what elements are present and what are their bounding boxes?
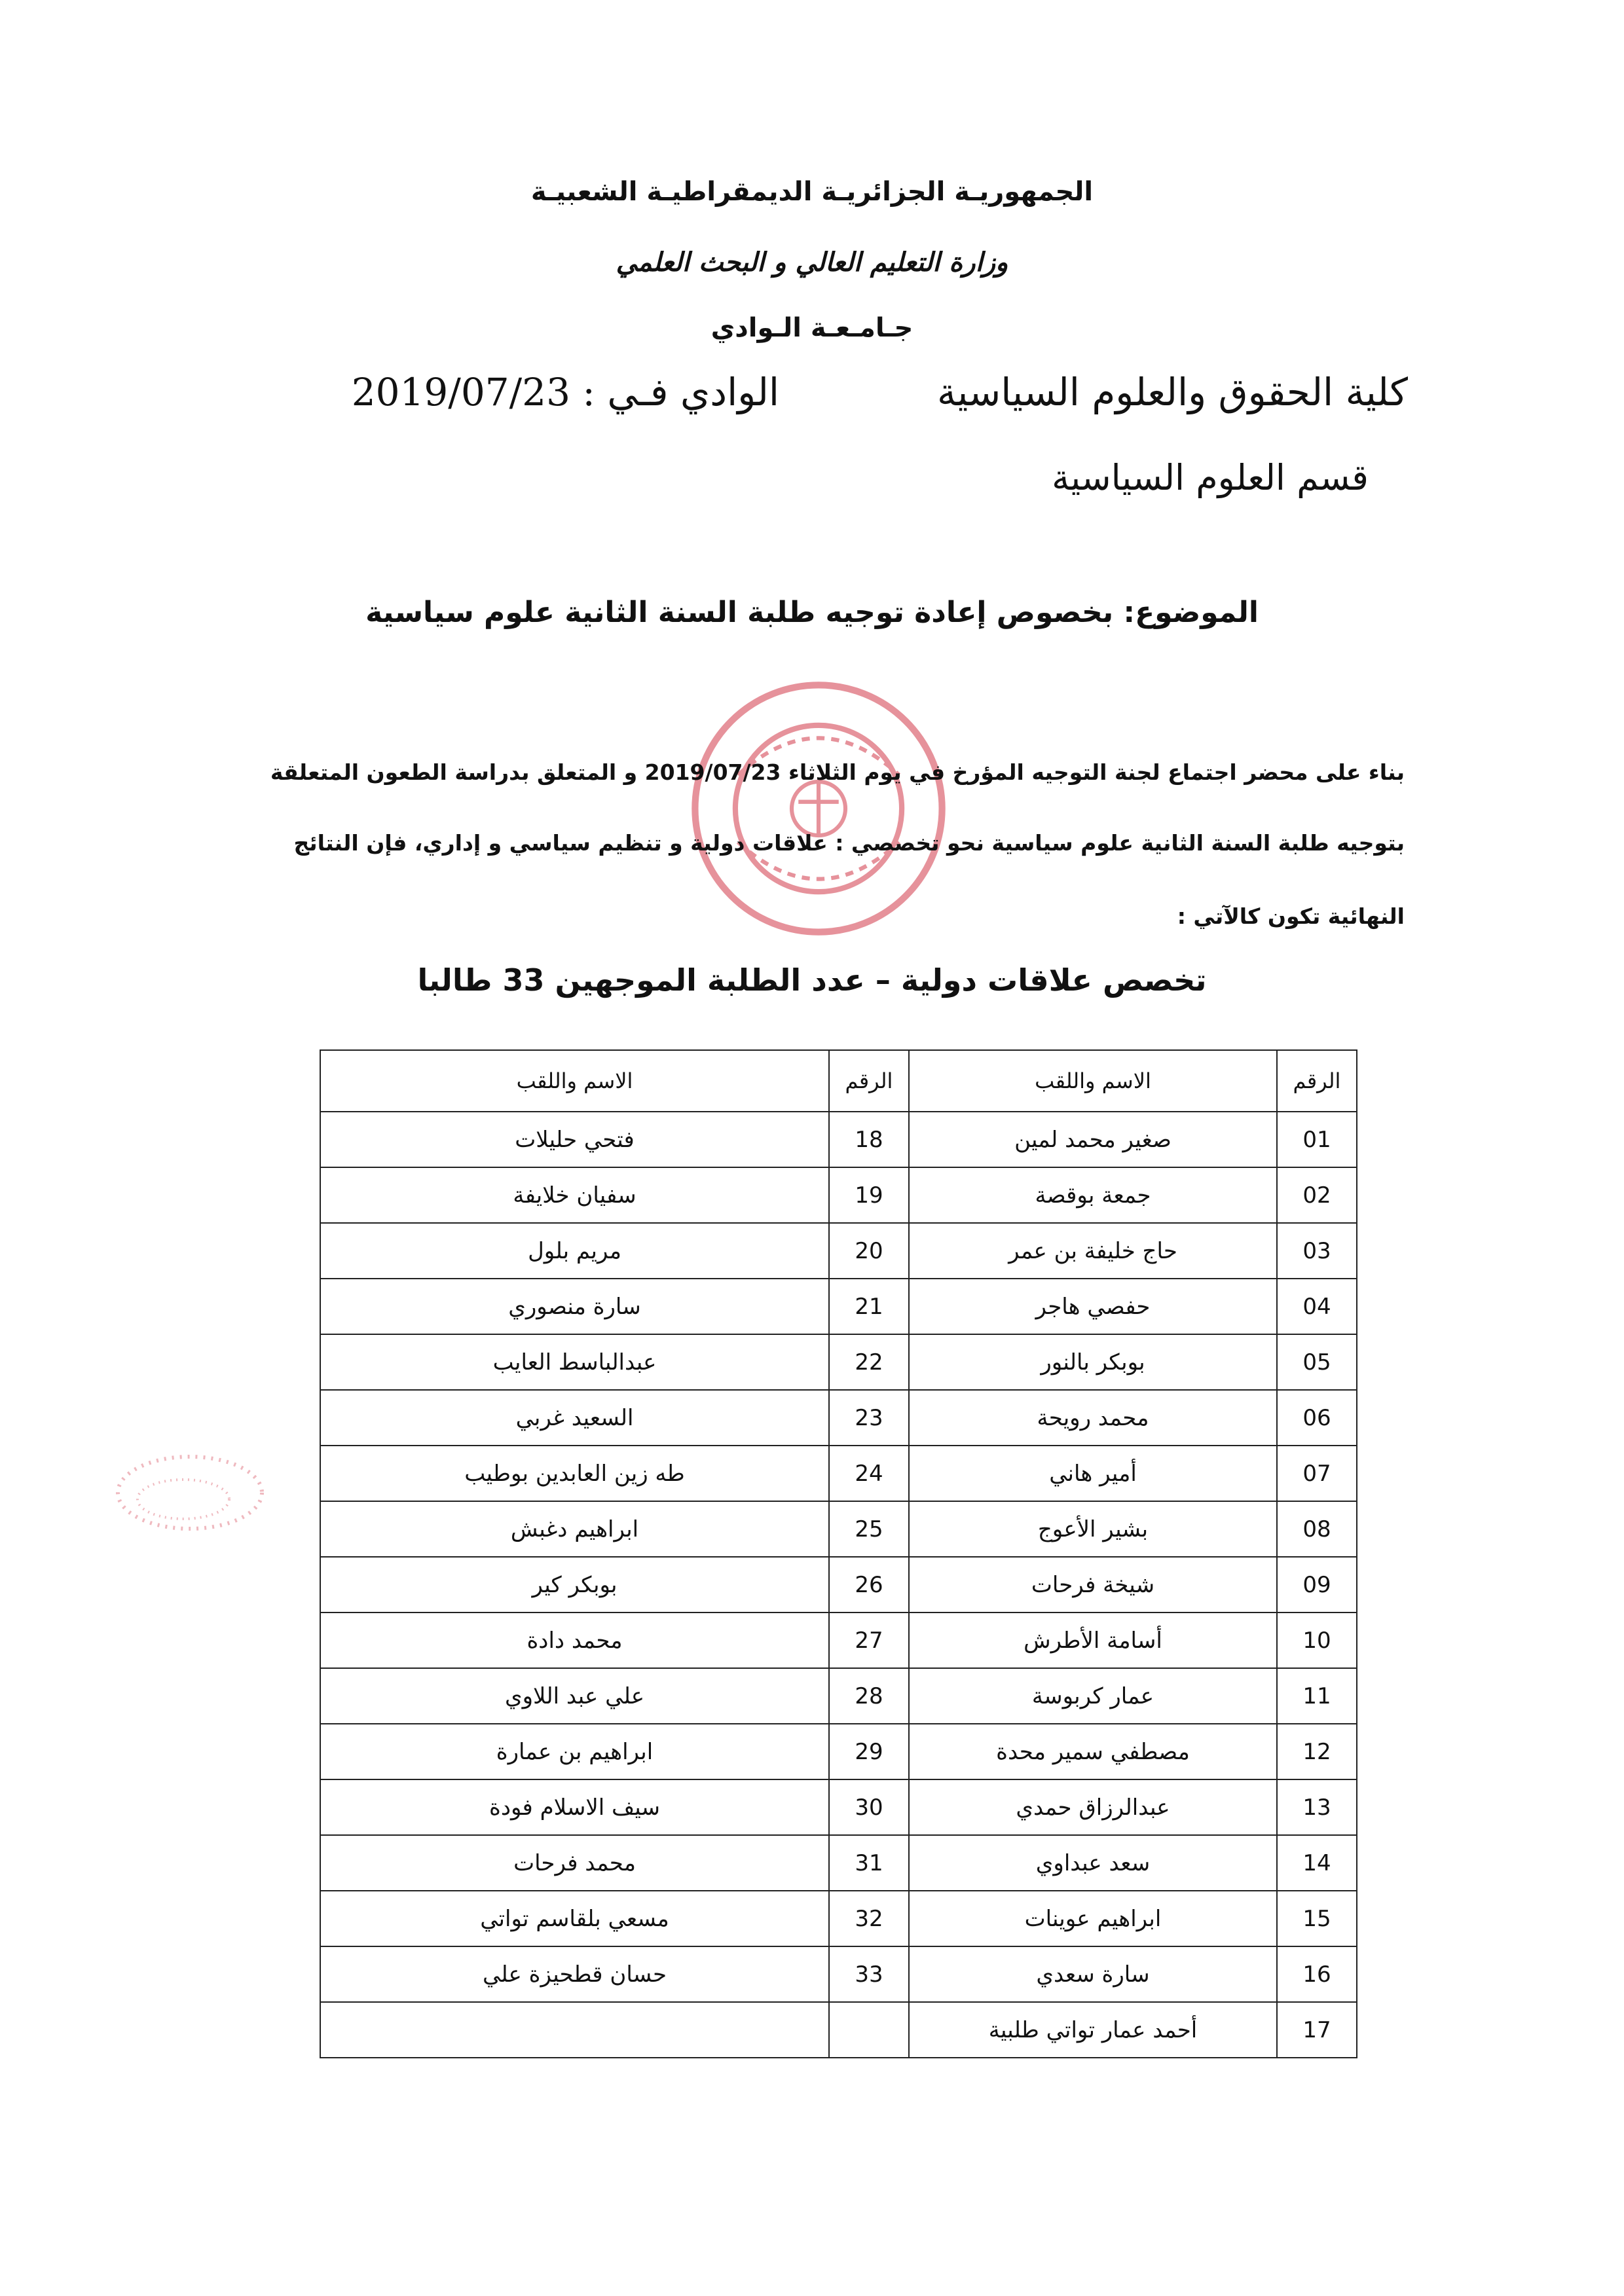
student-name: حاج خليفة بن عمر — [909, 1223, 1277, 1279]
faculty-name: كلية الحقوق والعلوم السياسية — [937, 370, 1408, 414]
student-number: 27 — [829, 1613, 909, 1668]
student-name: ابراهيم دغبش — [320, 1501, 829, 1557]
department-name: قسم العلوم السياسية — [1052, 457, 1369, 498]
student-number: 10 — [1277, 1613, 1357, 1668]
student-name: صغير محمد لمين — [909, 1112, 1277, 1167]
student-number: 17 — [1277, 2002, 1357, 2058]
student-name: أمير هاني — [909, 1446, 1277, 1501]
table-row — [320, 1112, 1357, 1167]
student-number: 16 — [1277, 1946, 1357, 2002]
student-number: 06 — [1277, 1390, 1357, 1446]
student-number: 11 — [1277, 1668, 1357, 1724]
student-name: فتحي حليلات — [320, 1112, 829, 1167]
student-number: 15 — [1277, 1891, 1357, 1946]
student-name: عبدالرزاق حمدي — [909, 1779, 1277, 1835]
official-stamp-icon — [684, 674, 953, 943]
table-title: تخصص علاقات دولية – عدد الطلبة الموجهين 33 طالبا — [417, 962, 1207, 998]
table-header-row — [320, 1050, 1357, 1112]
header-name: الاسم واللقب — [909, 1050, 1277, 1112]
student-number: 05 — [1277, 1334, 1357, 1390]
table-row — [320, 1613, 1357, 1668]
body-line-3: النهائية تكون كالآتي : — [1177, 903, 1405, 929]
table-row — [320, 1668, 1357, 1724]
student-number: 13 — [1277, 1779, 1357, 1835]
student-name: ابراهيم بن عمارة — [320, 1724, 829, 1779]
student-number: 22 — [829, 1334, 909, 1390]
student-name: بوبكر كير — [320, 1557, 829, 1613]
student-name: حسان قطحيزة علي — [320, 1946, 829, 2002]
table-row — [320, 1167, 1357, 1223]
student-name: شيخة فرحات — [909, 1557, 1277, 1613]
table-row — [320, 1501, 1357, 1557]
student-number: 19 — [829, 1167, 909, 1223]
student-name: محمد رويحة — [909, 1390, 1277, 1446]
ministry-heading: وزارة التعليم العالي و البحث العلمي — [616, 247, 1008, 278]
student-name: سارة سعدي — [909, 1946, 1277, 2002]
table-row — [320, 1223, 1357, 1279]
student-name: السعيد غربي — [320, 1390, 829, 1446]
student-number: 14 — [1277, 1835, 1357, 1891]
body-line-1: بناء على محضر اجتماع لجنة التوجيه المؤرخ في يوم الثلاثاء 2019/07/23 و المتعلق بدراسة الطعون المتعلقة — [270, 759, 1405, 785]
date-label: الوادي فـي : — [582, 370, 779, 414]
table-body — [320, 1112, 1357, 2058]
student-name: بشير الأعوج — [909, 1501, 1277, 1557]
table-row — [320, 2002, 1357, 2058]
student-number: 09 — [1277, 1557, 1357, 1613]
student-number: 23 — [829, 1390, 909, 1446]
student-name: جمعة بوقصة — [909, 1167, 1277, 1223]
republic-heading: الجمهوريـة الجزائريـة الديمقراطيـة الشعبيـة — [530, 177, 1094, 207]
student-number: 04 — [1277, 1279, 1357, 1334]
student-name: سارة منصوري — [320, 1279, 829, 1334]
student-number: 31 — [829, 1835, 909, 1891]
table-row — [320, 1334, 1357, 1390]
student-name: أحمد عمار تواتي طلبية — [909, 2002, 1277, 2058]
student-name: مسعي بلقاسم تواتي — [320, 1891, 829, 1946]
student-name: سيف الاسلام فودة — [320, 1779, 829, 1835]
table-row — [320, 1279, 1357, 1334]
student-name: بوبكر بالنور — [909, 1334, 1277, 1390]
student-number: 08 — [1277, 1501, 1357, 1557]
student-number: 18 — [829, 1112, 909, 1167]
table-row — [320, 1557, 1357, 1613]
student-name: عبدالباسط العايب — [320, 1334, 829, 1390]
student-number: 12 — [1277, 1724, 1357, 1779]
student-name: مريم بلول — [320, 1223, 829, 1279]
student-name — [320, 2002, 829, 2058]
ink-smudge-icon — [92, 1427, 288, 1558]
student-name: حفصي هاجر — [909, 1279, 1277, 1334]
table-row — [320, 1891, 1357, 1946]
student-name: محمد فرحات — [320, 1835, 829, 1891]
header-number: الرقم — [1277, 1050, 1357, 1112]
student-number: 03 — [1277, 1223, 1357, 1279]
header-name: الاسم واللقب — [320, 1050, 829, 1112]
student-name: سفيان خلايفة — [320, 1167, 829, 1223]
student-number: 01 — [1277, 1112, 1357, 1167]
body-line-2: بتوجيه طلبة السنة الثانية علوم سياسية نحو تخصصي : علاقات دولية و تنظيم سياسي و إداري، فإن النتائج — [293, 830, 1405, 856]
header-number: الرقم — [829, 1050, 909, 1112]
student-number: 33 — [829, 1946, 909, 2002]
student-number: 21 — [829, 1279, 909, 1334]
table-row — [320, 1779, 1357, 1835]
date-value: 2019/07/23 — [351, 370, 570, 414]
table-row — [320, 1835, 1357, 1891]
student-number: 30 — [829, 1779, 909, 1835]
student-name: مصطفي سمير محدة — [909, 1724, 1277, 1779]
student-number: 32 — [829, 1891, 909, 1946]
dateline — [308, 370, 779, 414]
student-name: ابراهيم عوينات — [909, 1891, 1277, 1946]
student-number: 26 — [829, 1557, 909, 1613]
subject-line: الموضوع: بخصوص إعادة توجيه طلبة السنة الثانية علوم سياسية — [365, 596, 1259, 629]
student-number: 28 — [829, 1668, 909, 1724]
student-name: طه زين العابدين بوطيب — [320, 1446, 829, 1501]
student-number: 02 — [1277, 1167, 1357, 1223]
student-name: أسامة الأطرش — [909, 1613, 1277, 1668]
student-number: 29 — [829, 1724, 909, 1779]
student-name: عمار كربوسة — [909, 1668, 1277, 1724]
student-number: 24 — [829, 1446, 909, 1501]
student-number: 20 — [829, 1223, 909, 1279]
students-table — [320, 1049, 1357, 2058]
table-row — [320, 1946, 1357, 2002]
student-number: 25 — [829, 1501, 909, 1557]
student-name: محمد دادة — [320, 1613, 829, 1668]
student-name: علي عبد اللاوي — [320, 1668, 829, 1724]
table-row — [320, 1446, 1357, 1501]
student-number — [829, 2002, 909, 2058]
university-heading: جـامـعـة الـوادي — [710, 313, 913, 343]
table-row — [320, 1390, 1357, 1446]
table-row — [320, 1724, 1357, 1779]
student-number: 07 — [1277, 1446, 1357, 1501]
student-name: سعد عبداوي — [909, 1835, 1277, 1891]
